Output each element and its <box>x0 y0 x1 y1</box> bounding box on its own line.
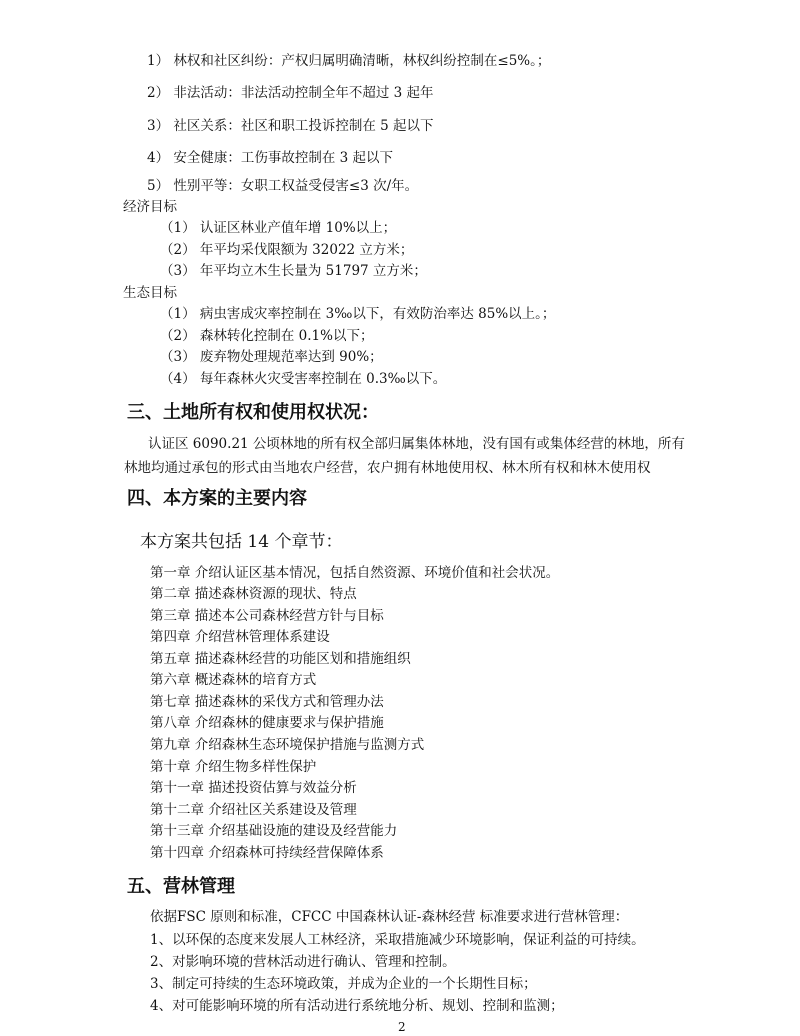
chapter-item-4: 第四章 介绍营林管理体系建设 <box>150 629 330 645</box>
section5-heading: 五、营林管理 <box>127 876 235 897</box>
chapter-item-1: 第一章 介绍认证区基本情况，包括自然资源、环境价值和社会状况。 <box>150 565 560 581</box>
social-target-1: 1） 林权和社区纠纷：产权归属明确清晰，林权纠纷控制在≤5%。； <box>147 53 551 69</box>
ecological-item-2: （2） 森林转化控制在 0.1%以下； <box>160 328 374 344</box>
chapter-item-8: 第八章 介绍森林的健康要求与保护措施 <box>150 715 384 731</box>
economic-item-3: （3） 年平均立木生长量为 51797 立方米； <box>160 263 427 279</box>
economic-title: 经济目标 <box>123 199 177 215</box>
ecological-item-4: （4） 每年森林火灾受害率控制在 0.3‰以下。 <box>160 371 447 387</box>
social-target-3: 3） 社区关系：社区和职工投诉控制在 5 起以下 <box>147 118 434 134</box>
section4-intro: 本方案共包括 14 个章节： <box>140 532 343 552</box>
section5-line-2: 1、以环保的态度来发展人工林经济，采取措施减少环境影响，保证利益的可持续。 <box>150 932 645 948</box>
chapter-item-10: 第十章 介绍生物多样性保护 <box>150 759 317 775</box>
chapter-item-7: 第七章 描述森林的采伐方式和管理办法 <box>150 694 384 710</box>
ecological-item-1: （1） 病虫害成灾率控制在 3‰以下，有效防治率达 85%以上。； <box>160 306 556 322</box>
section3-heading: 三、土地所有权和使用权状况： <box>127 402 379 423</box>
social-target-5: 5） 性别平等：女职工权益受侵害≤3 次/年。 <box>147 178 419 194</box>
section5-line-4: 3、制定可持续的生态环境政策，并成为企业的一个长期性目标； <box>150 976 537 992</box>
chapter-item-12: 第十二章 介绍社区关系建设及管理 <box>150 802 357 818</box>
chapter-item-2: 第二章 描述森林资源的现状、特点 <box>150 586 357 602</box>
section5-line-5: 4、对可能影响环境的所有活动进行系统地分析、规划、控制和监测； <box>150 998 564 1014</box>
social-target-2: 2） 非法活动：非法活动控制全年不超过 3 起年 <box>147 85 434 101</box>
social-target-4: 4） 安全健康：工伤事故控制在 3 起以下 <box>147 150 394 166</box>
section5-line-3: 2、对影响环境的营林活动进行确认、管理和控制。 <box>150 954 456 970</box>
page-number: 2 <box>398 1020 406 1034</box>
section3-paragraph: 认证区 6090.21 公顷林地的所有权全部归属集体林地，没有国有或集体经营的林地，所有林地均通过承包的形式由当地农户经营，农户拥有林地使用权、林木所有权和林木使用权 <box>124 436 685 476</box>
economic-item-2: （2） 年平均采伐限额为 32022 立方米； <box>160 242 414 258</box>
chapter-item-11: 第十一章 描述投资估算与效益分析 <box>150 780 357 796</box>
chapter-item-13: 第十三章 介绍基础设施的建设及经营能力 <box>150 823 398 839</box>
section5-line-1: 依据FSC 原则和标准，CFCC 中国森林认证-森林经营 标准要求进行营林管理： <box>150 909 629 925</box>
chapter-item-14: 第十四章 介绍森林可持续经营保障体系 <box>150 845 384 861</box>
section4-heading: 四、本方案的主要内容 <box>127 488 307 509</box>
chapter-item-9: 第九章 介绍森林生态环境保护措施与监测方式 <box>150 737 425 753</box>
chapter-item-6: 第六章 概述森林的培育方式 <box>150 672 317 688</box>
ecological-title: 生态目标 <box>123 285 177 301</box>
economic-item-1: （1） 认证区林业产值年增 10%以上； <box>160 220 397 236</box>
ecological-item-3: （3） 废弃物处理规范率达到 90%； <box>160 349 383 365</box>
chapter-item-5: 第五章 描述森林经营的功能区划和措施组织 <box>150 651 411 667</box>
chapter-item-3: 第三章 描述本公司森林经营方针与目标 <box>150 608 384 624</box>
